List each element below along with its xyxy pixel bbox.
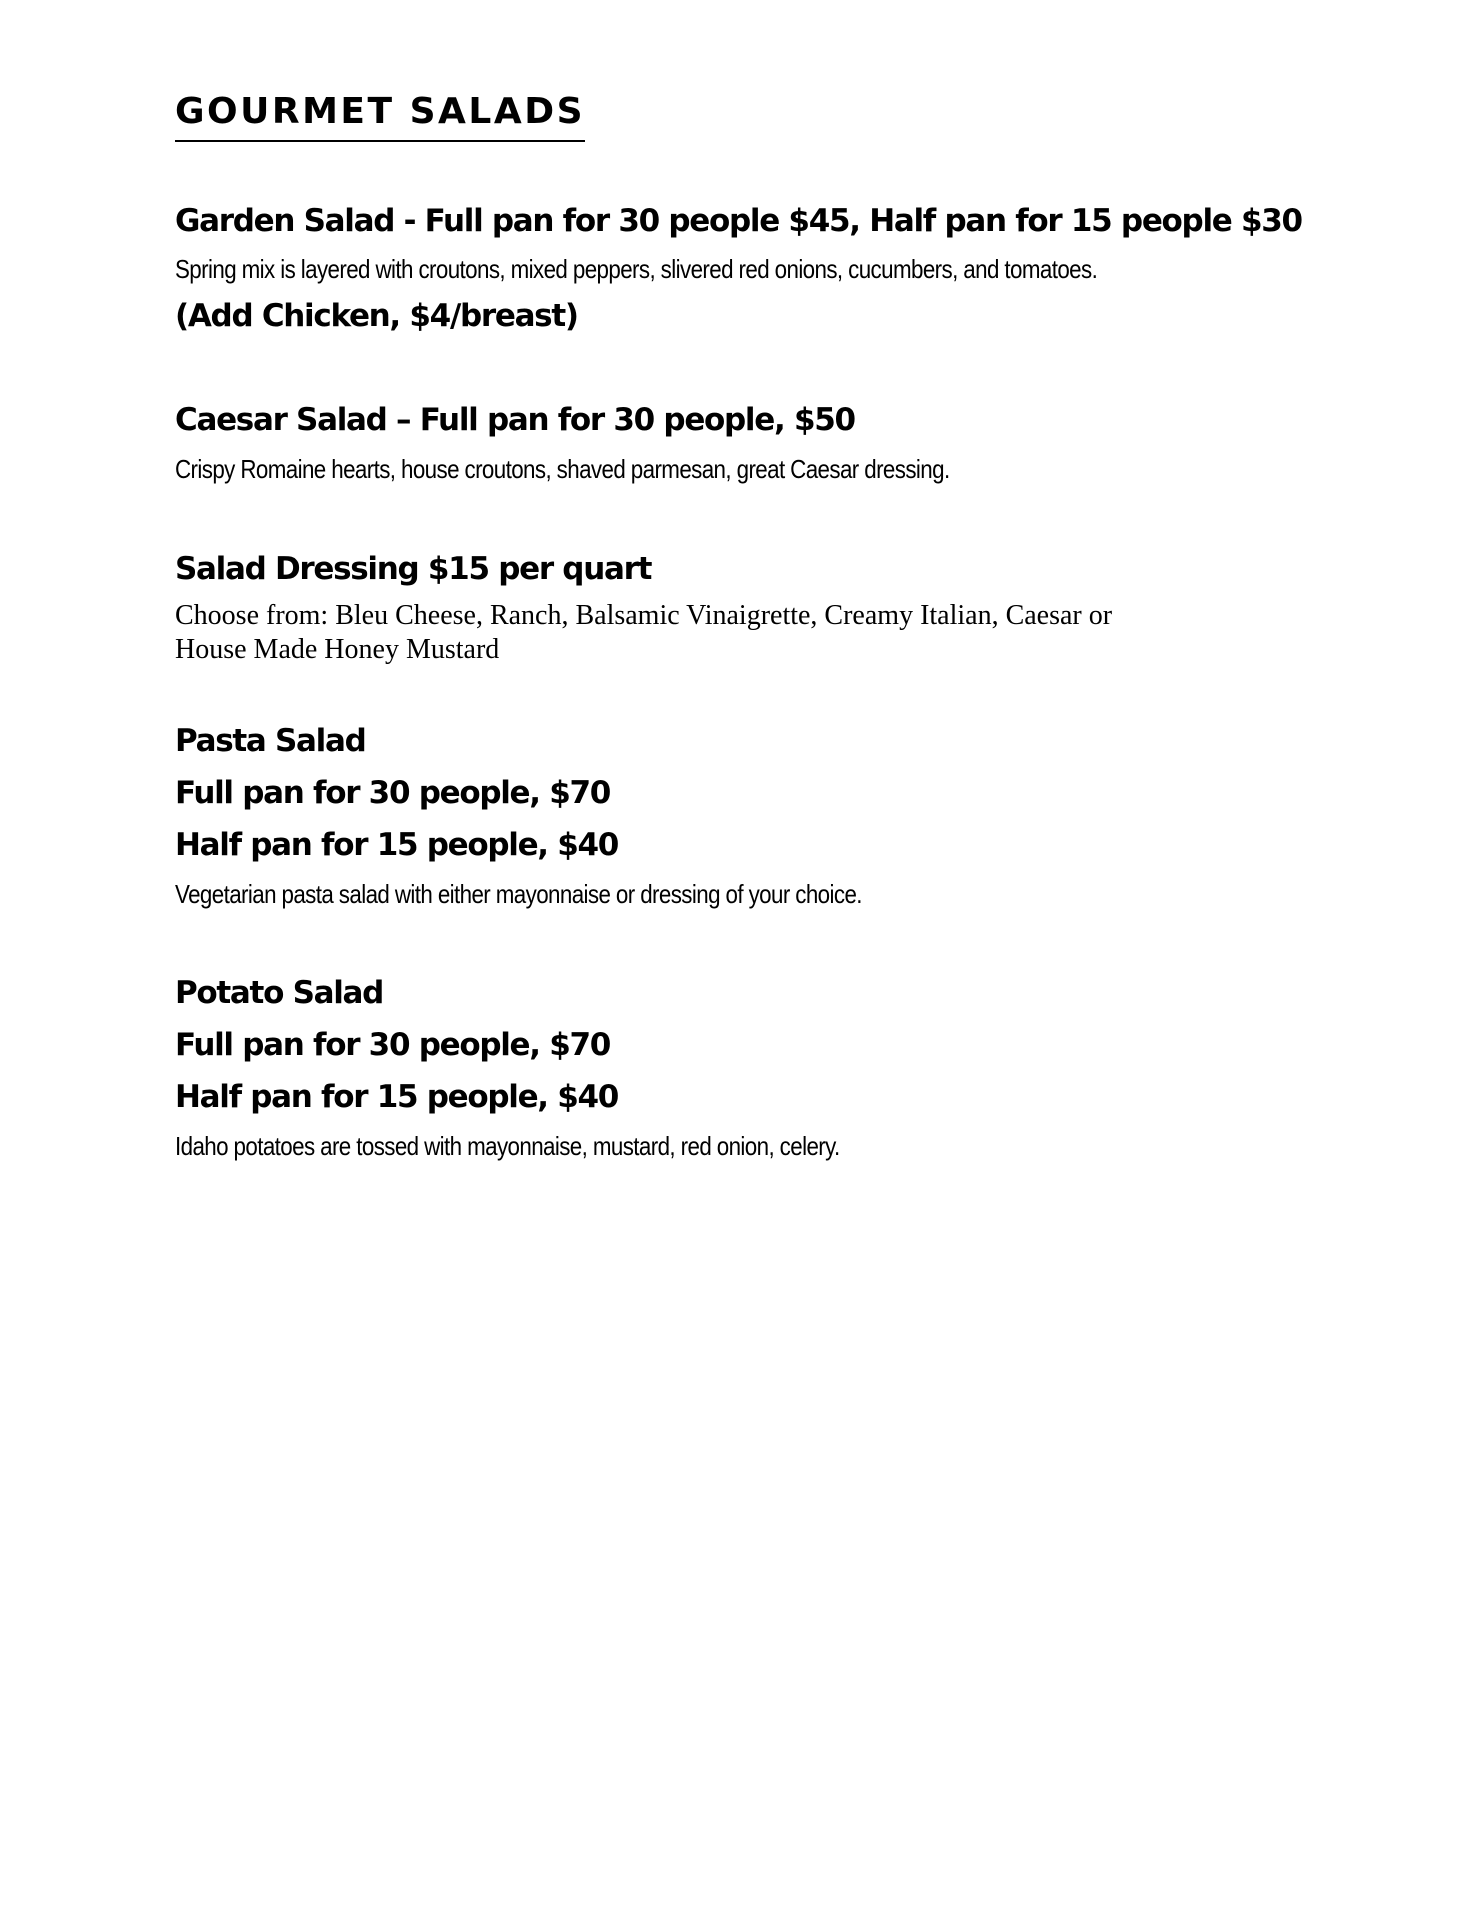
- pasta-salad-heading: Pasta Salad: [175, 723, 366, 759]
- caesar-salad-description: Crispy Romaine hearts, house croutons, shaved parmesan, great Caesar dressing.: [175, 454, 950, 484]
- garden-salad-description: Spring mix is layered with croutons, mixed peppers, slivered red onions, cucumbers, and tomatoes.: [175, 254, 1098, 284]
- potato-salad-heading: Potato Salad: [175, 975, 384, 1011]
- pasta-salad-description: Vegetarian pasta salad with either mayonnaise or dressing of your choice.: [175, 879, 862, 909]
- potato-salad-description: Idaho potatoes are tossed with mayonnaise, mustard, red onion, celery.: [175, 1131, 840, 1161]
- potato-salad-half-pan: Half pan for 15 people, $40: [175, 1079, 619, 1115]
- salad-dressing-description-line-2: House Made Honey Mustard: [175, 634, 500, 665]
- caesar-salad-heading: Caesar Salad – Full pan for 30 people, $50: [175, 402, 855, 438]
- potato-salad-full-pan: Full pan for 30 people, $70: [175, 1027, 611, 1063]
- salad-dressing-description: [175, 599, 1112, 667]
- pasta-salad-half-pan: Half pan for 15 people, $40: [175, 827, 619, 863]
- salad-dressing-heading: Salad Dressing $15 per quart: [175, 551, 652, 587]
- salad-dressing-description-line-1: Choose from: Bleu Cheese, Ranch, Balsamic Vinaigrette, Creamy Italian, Caesar or: [175, 600, 1113, 631]
- page-title: GOURMET SALADS: [175, 88, 585, 142]
- pasta-salad-full-pan: Full pan for 30 people, $70: [175, 775, 611, 811]
- garden-salad-addon: (Add Chicken, $4/breast): [175, 298, 578, 334]
- garden-salad-heading: Garden Salad - Full pan for 30 people $45, Half pan for 15 people $30: [175, 203, 1302, 239]
